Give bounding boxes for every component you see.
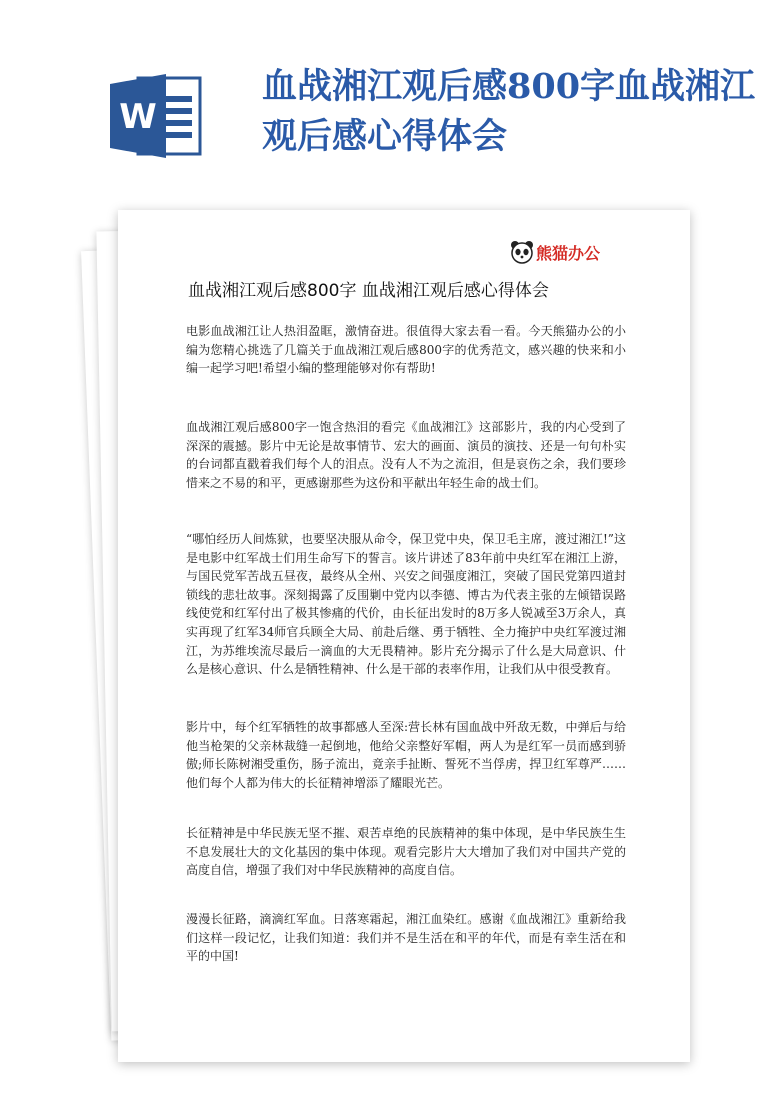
- document-title: 血战湘江观后感800字 血战湘江观后感心得体会: [188, 281, 549, 301]
- paragraph: 电影血战湘江让人热泪盈眶，激情奋进。很值得大家去看一看。今天熊猫办公的小编为您精心挑选了几篇关于血战湘江观后感800字的优秀范文，感兴趣的快来和小编一起学习吧!希望小编的整理能够对你有帮助!: [186, 324, 626, 376]
- svg-text:W: W: [119, 97, 157, 137]
- document-page: [118, 210, 690, 1062]
- paragraph: “哪怕经历人间炼狱，也要坚决服从命令，保卫党中央，保卫毛主席，渡过湘江!”这是电影中红军战士们用生命写下的誓言。该片讲述了83年前中央红军在湘江上游，与国民党军苦战五昼夜，最终从全州、兴安之间强度湘江，突破了国民党第四道封锁线的悲壮故事。深刻揭露了反围剿中党内以李德、博古为代表主张的左倾错误路线使党和红军付出了极其惨痛的代价，由长征出发时的8万多人锐减至3万余人，真实再现了红军34师官兵顾全大局、前赴后继、勇于牺牲、全力掩护中央红军渡过湘江，为苏维埃流尽最后一滴血的大无畏精神。影片充分揭示了什么是大局意识、什么是核心意识、什么是牺牲精神、什么是干部的表率作用，让我们从中很受教育。: [186, 532, 626, 677]
- paragraph: 影片中，每个红军牺牲的故事都感人至深:营长林有国血战中歼敌无数，中弹后与给他当枪架的父亲林裁缝一起倒地，他给父亲整好军帽，两人为是红军一员而感到骄傲;师长陈树湘受重伤，肠子流出，竟亲手扯断、誓死不当俘虏，捍卫红军尊严……他们每个人都为伟大的长征精神增添了耀眼光芒。: [186, 720, 626, 790]
- paragraph: 长征精神是中华民族无坚不摧、艰苦卓绝的民族精神的集中体现，是中华民族生生不息发展壮大的文化基因的集中体现。观看完影片大大增加了我们对中国共产党的高度自信，增强了我们对中华民族精神的高度自信。: [186, 826, 626, 878]
- paragraph: 血战湘江观后感800字一饱含热泪的看完《血战湘江》这部影片，我的内心受到了深深的震撼。影片中无论是故事情节、宏大的画面、演员的演技、还是一句句朴实的台词都直戳着我们每个人的泪点。没有人不为之流泪，但是哀伤之余，我们要珍惜来之不易的和平，更感谢那些为这份和平献出年轻生命的战士们。: [186, 420, 626, 490]
- paragraph: 漫漫长征路，滴滴红军血。日落寒霜起，湘江血染红。感谢《血战湘江》重新给我们这样一段记忆，让我们知道：我们并不是生活在和平的年代，而是有幸生活在和平的中国!: [186, 912, 626, 964]
- logo-text: 熊猫办公: [536, 244, 601, 263]
- brand-logo: [510, 238, 622, 268]
- word-document-icon: [108, 66, 208, 166]
- panda-icon: [510, 240, 534, 264]
- header-title: 血战湘江观后感800字血战湘江观后感心得体会: [262, 66, 756, 157]
